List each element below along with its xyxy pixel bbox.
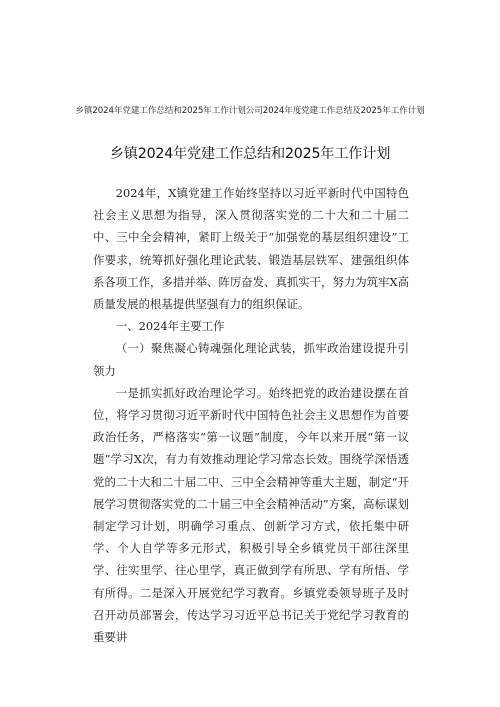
intro-paragraph: 2024年，X镇党建工作始终坚持以习近平新时代中国特色社会主义思想为指导，深入贯彻落实党的二十大和二十届二中、三中全会精神，紧盯上级关于“加强党的基层组织建设”工作要求，统筹抓好强化理论武装、锻造基层铁军、建强组织体系各项工作，多措并举、阵厉奋发、真抓实干，努力为筑牢X高质量发展的根基提供坚强有力的组织保证。 — [93, 186, 409, 312]
body-paragraph: 一是抓实抓好政治理论学习。始终把党的政治建设摆在首位，将学习贯彻习近平新时代中国特色社会主义思想作为首要政治任务，严格落实“第一议题”制度，今年以来开展“第一议题”学习X次，有力有效推动理论学习常态长效。围绕学深悟透党的二十大和二十届二中、三中全会精神等重大主题，制定“开展学习贯彻落实党的二十届三中全会精神活动”方案，高标谋划制定学习计划，明确学习重点、创新学习方式，依托集中研学、个人自学等多元形式，积极引导全乡镇党员干部往深里学、往实里学、往心里学，真正做到学有所思、学有所悟、学有所得。二是深入开展党纪学习教育。乡镇党委领导班子及时召开动员部署会，传达学习习近平总书记关于党纪学习教育的重要讲 — [93, 385, 409, 645]
section-heading: 一、2024年主要工作 — [115, 319, 225, 334]
document-header: 乡镇2024年党建工作总结和2025年工作计划公司2024年度党建工作总结及2025年工作计划 — [75, 106, 425, 116]
document-title: 乡镇2024年党建工作总结和2025年工作计划 — [109, 146, 391, 162]
document-body — [93, 182, 409, 648]
subsection-heading: （一）聚焦凝心铸魂强化理论武装，抓牢政治建设提升引领力 — [93, 341, 409, 378]
